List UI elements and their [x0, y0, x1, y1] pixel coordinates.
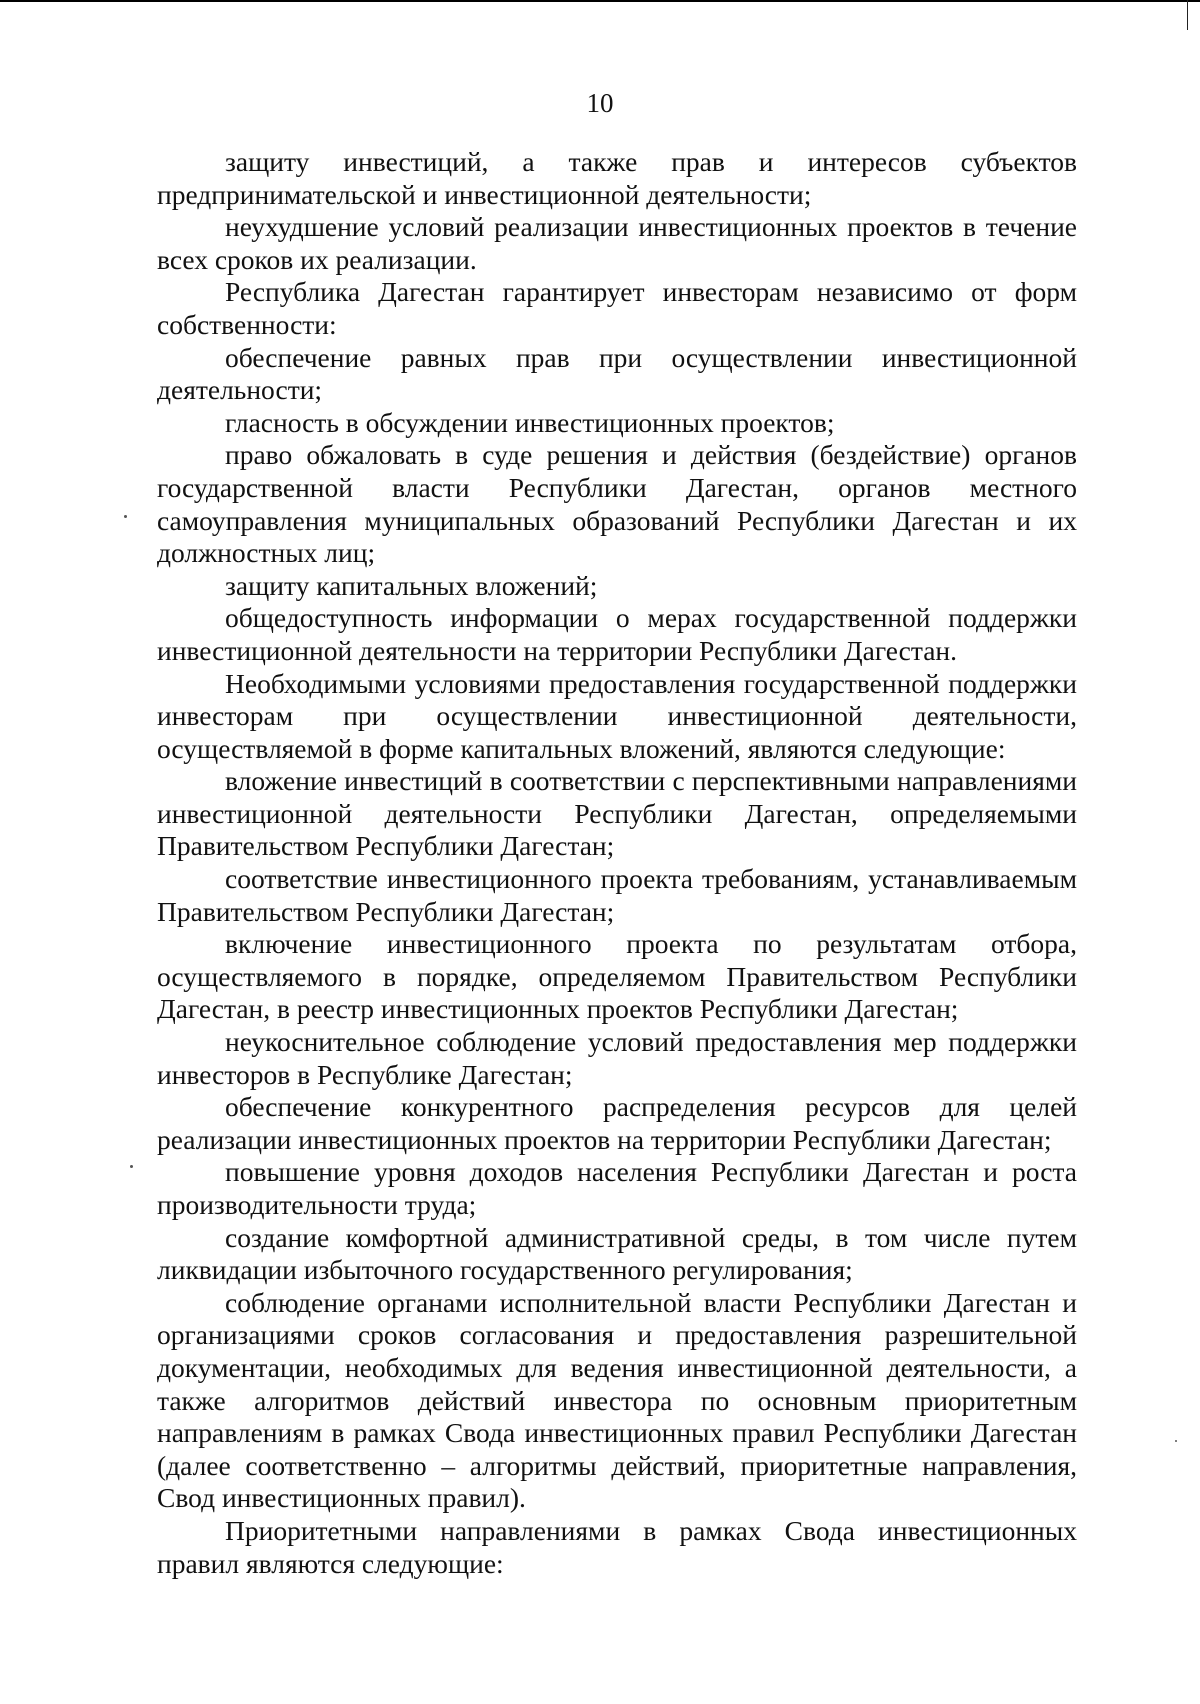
paragraph-investment-directions: вложение инвестиций в соответствии с перспективными направлениями инвестиционной деятельности Республики Дагестан, определяемыми Правительством Республики Дагестан; [157, 765, 1077, 862]
scan-speck [124, 515, 127, 518]
paragraph-equal-rights: обеспечение равных прав при осуществлении инвестиционной деятельности; [157, 341, 1077, 406]
paragraph-right-to-appeal: право обжаловать в суде решения и действия (бездействие) органов государственной власти Республики Дагестан, органов местного самоуправления муниципальных образований Республики Дагестан и их должностных лиц; [157, 439, 1077, 569]
paragraph-capital-protection: защиту капитальных вложений; [225, 569, 598, 601]
paragraph-republic-guarantees: Республика Дагестан гарантирует инвесторам независимо от форм собственности: [157, 276, 1077, 340]
paragraph-approval-deadlines: соблюдение органами исполнительной власти Республики Дагестан и организациями сроков согласования и предоставления разрешительной документации, необходимых для ведения инвестиционной деятельности, а также алгоритмов действий инвестора по основным приоритетным направлениям в рамках Свода инвестиционных правил Республики Дагестан (далее соответственно – алгоритмы действий, приоритетные направления, Свод инвестиционных правил). [157, 1286, 1077, 1514]
paragraph-resource-distribution: обеспечение конкурентного распределения ресурсов для целей реализации инвестиционных проектов на территории Республики Дагестан; [157, 1091, 1077, 1155]
paragraph-no-worsening-conditions: неухудшение условий реализации инвестиционных проектов в течение всех сроков их реализации. [157, 211, 1077, 275]
document-body [157, 146, 1077, 1580]
paragraph-investment-protection: защиту инвестиций, а также прав и интересов субъектов предпринимательской и инвестиционной деятельности; [157, 146, 1077, 210]
paragraph-information-access: общедоступность информации о мерах государственной поддержки инвестиционной деятельности на территории Республики Дагестан. [157, 602, 1077, 666]
paragraph-support-compliance: неукоснительное соблюдение условий предоставления мер поддержки инвесторов в Республике Дагестан; [157, 1026, 1077, 1090]
paragraph-project-requirements: соответствие инвестиционного проекта требованиям, устанавливаемым Правительством Республики Дагестан; [157, 863, 1077, 927]
scan-corner-mark [1187, 0, 1188, 30]
paragraph-transparency: гласность в обсуждении инвестиционных проектов; [225, 406, 835, 438]
scan-speck [1175, 1440, 1177, 1442]
paragraph-priority-directions: Приоритетными направлениями в рамках Свода инвестиционных правил являются следующие: [157, 1514, 1077, 1579]
paragraph-administrative-environment: создание комфортной административной среды, в том числе путем ликвидации избыточного государственного регулирования; [157, 1221, 1077, 1286]
scan-speck [130, 1165, 133, 1168]
paragraph-income-growth: повышение уровня доходов населения Республики Дагестан и роста производительности труда; [157, 1156, 1077, 1220]
paragraph-project-registry: включение инвестиционного проекта по результатам отбора, осуществляемого в порядке, определяемом Правительством Республики Дагестан, в реестр инвестиционных проектов Республики Дагестан; [157, 928, 1077, 1025]
scan-top-edge [0, 0, 1200, 2]
page-number: 10 [586, 88, 614, 118]
paragraph-support-conditions: Необходимыми условиями предоставления государственной поддержки инвесторам при осуществлении инвестиционной деятельности, осуществляемой в форме капитальных вложений, являются следующие: [157, 667, 1077, 764]
